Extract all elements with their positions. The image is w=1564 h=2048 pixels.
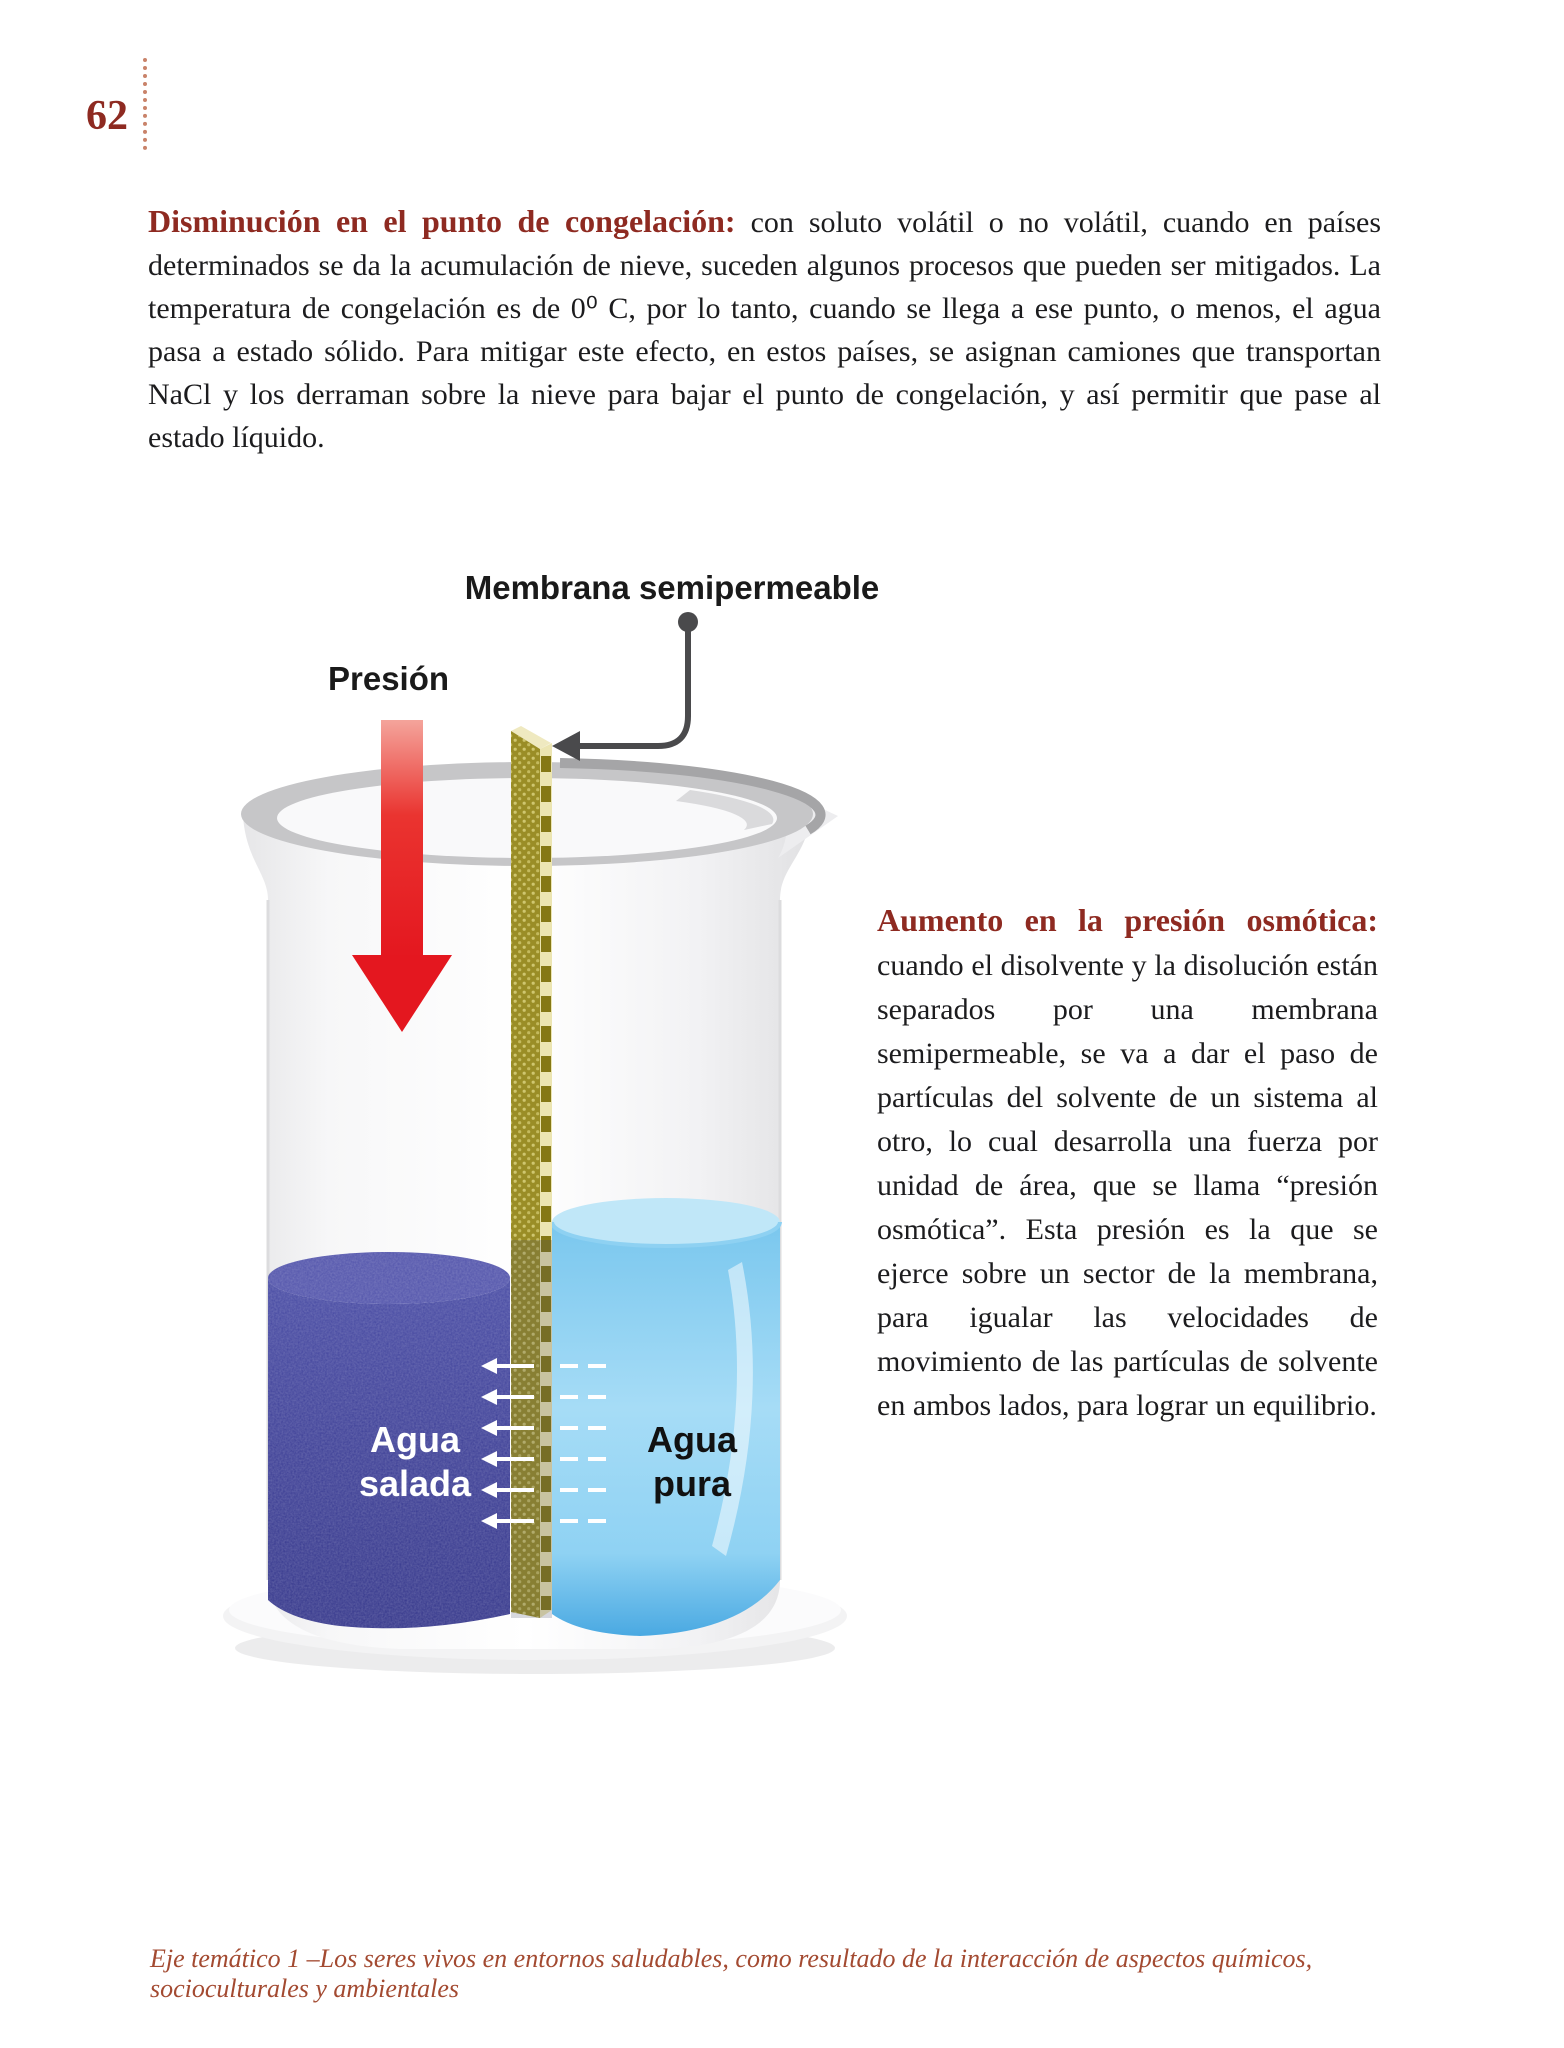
membrane-strip <box>511 726 552 1618</box>
osmotic-pressure-heading: Aumento en la presión osmótica: <box>877 902 1378 938</box>
salt-water-label-line2: salada <box>358 1463 472 1504</box>
footer-theme-line: Eje temático 1 –Los seres vivos en entornos saludables, como resultado de la interacción de aspectos químicos, socioculturales y ambientales <box>150 1944 1313 2003</box>
page-number: 62 <box>86 93 128 139</box>
osmotic-pressure-body: cuando el disolvente y la disolución están separados por una membrana semipermeable, se va a dar el paso de partículas del solvente de un sistema al otro, lo cual desarrolla una fuerza por unidad de área, que se llama “presión osmótica”. Esta presión es la que se ejerce sobre un sector de la membrana, para igualar las velocidades de movimiento de las partículas de solvente en ambos lados, para lograr un equilibrio. <box>877 949 1378 1422</box>
freezing-point-body: con soluto volátil o no volátil, cuando en países determinados se da la acumulación de nieve, suceden algunos procesos que pueden ser mitigados. La temperatura de congelación es de 0⁰ C, por lo tanto, cuando se llega a ese punto, o menos, el agua pasa a estado sólido. Para mitigar este efecto, en estos países, se asignan camiones que transportan NaCl y los derraman sobre la nieve para bajar el punto de congelación, y así permitir que pase al estado líquido. <box>148 206 1382 454</box>
membrane-label: Membrana semipermeable <box>464 569 880 606</box>
pure-water-label-line1: Agua <box>647 1419 737 1460</box>
freezing-point-heading: Disminución en el punto de congelación: <box>148 203 736 239</box>
page-number-dotted-rule <box>143 58 147 150</box>
pure-water-region <box>552 1198 780 1636</box>
pressure-label: Presión <box>328 660 450 697</box>
osmotic-pressure-paragraph <box>877 898 1378 1428</box>
pure-water-label-line2: pura <box>652 1463 732 1504</box>
freezing-point-paragraph <box>148 200 1381 459</box>
membrane-callout-line <box>552 612 698 761</box>
osmosis-beaker-illustration <box>150 545 910 1705</box>
salt-water-label-line1: Agua <box>370 1419 460 1460</box>
